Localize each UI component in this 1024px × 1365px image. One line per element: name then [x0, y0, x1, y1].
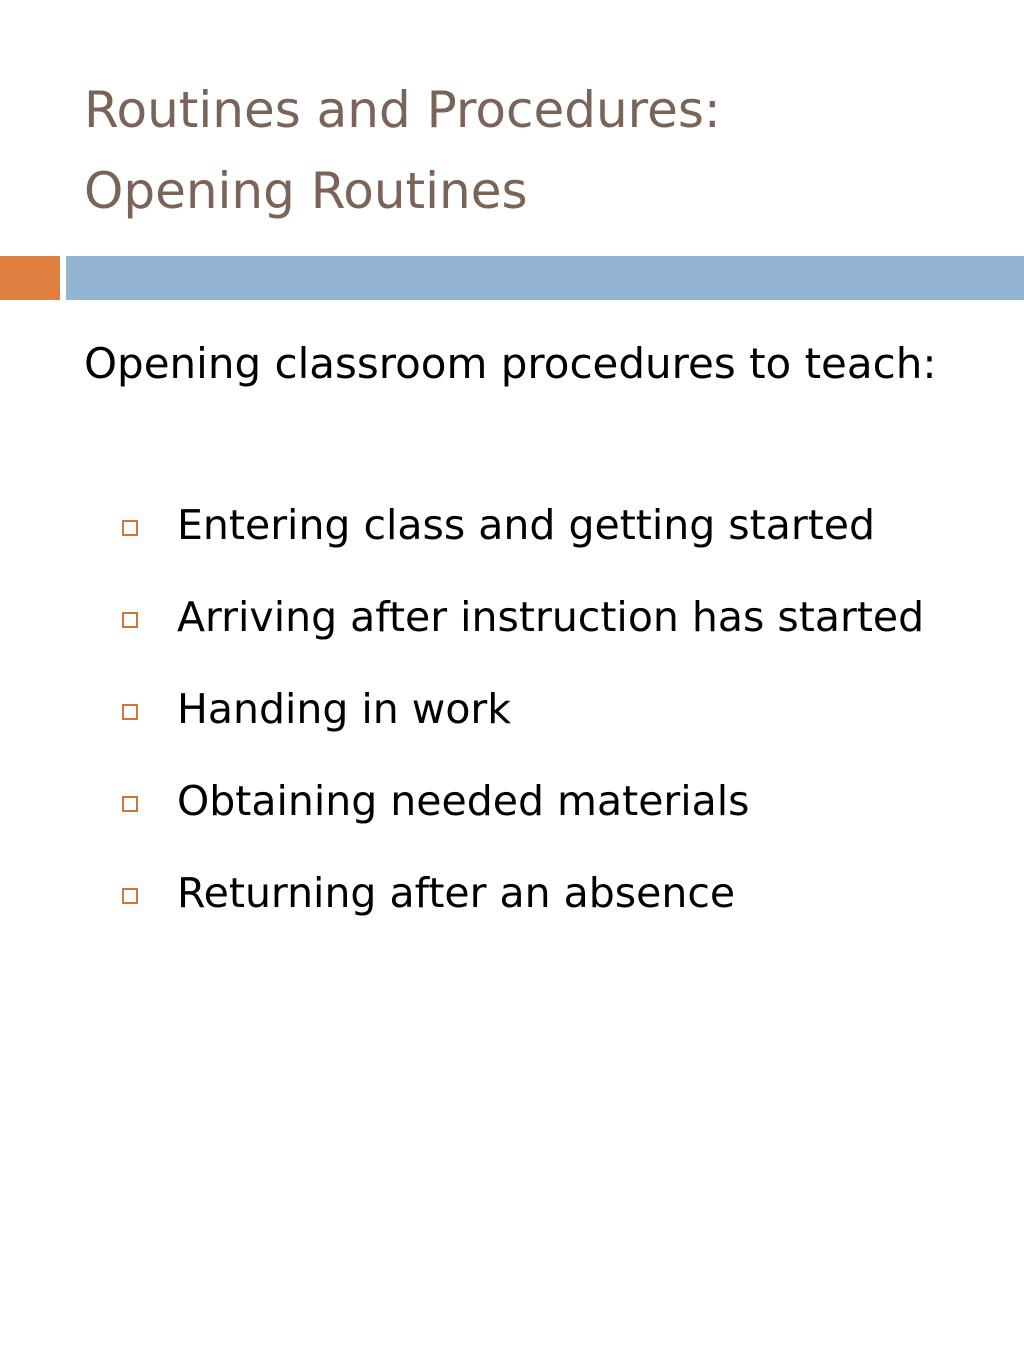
bullet-list [0, 496, 1024, 956]
accent-bar-orange [0, 256, 60, 300]
bullet-text: Entering class and getting started [177, 501, 876, 549]
list-item [0, 680, 1024, 772]
hollow-square-bullet-icon [122, 796, 138, 812]
bullet-text: Obtaining needed materials [177, 777, 750, 825]
slide-title [84, 70, 984, 232]
intro-text: Opening classroom procedures to teach: [84, 339, 937, 388]
hollow-square-bullet-icon [122, 704, 138, 720]
list-item [0, 496, 1024, 588]
slide-title-line-1: Routines and Procedures: [84, 81, 721, 139]
hollow-square-bullet-icon [122, 520, 138, 536]
slide-title-line-2: Opening Routines [84, 162, 528, 220]
bullet-text: Returning after an absence [177, 869, 736, 917]
accent-bar-blue [66, 256, 1024, 300]
bullet-text: Handing in work [177, 685, 512, 733]
bullet-text: Arriving after instruction has started [177, 593, 925, 641]
list-item [0, 772, 1024, 864]
list-item [0, 864, 1024, 956]
hollow-square-bullet-icon [122, 612, 138, 628]
hollow-square-bullet-icon [122, 888, 138, 904]
list-item [0, 588, 1024, 680]
